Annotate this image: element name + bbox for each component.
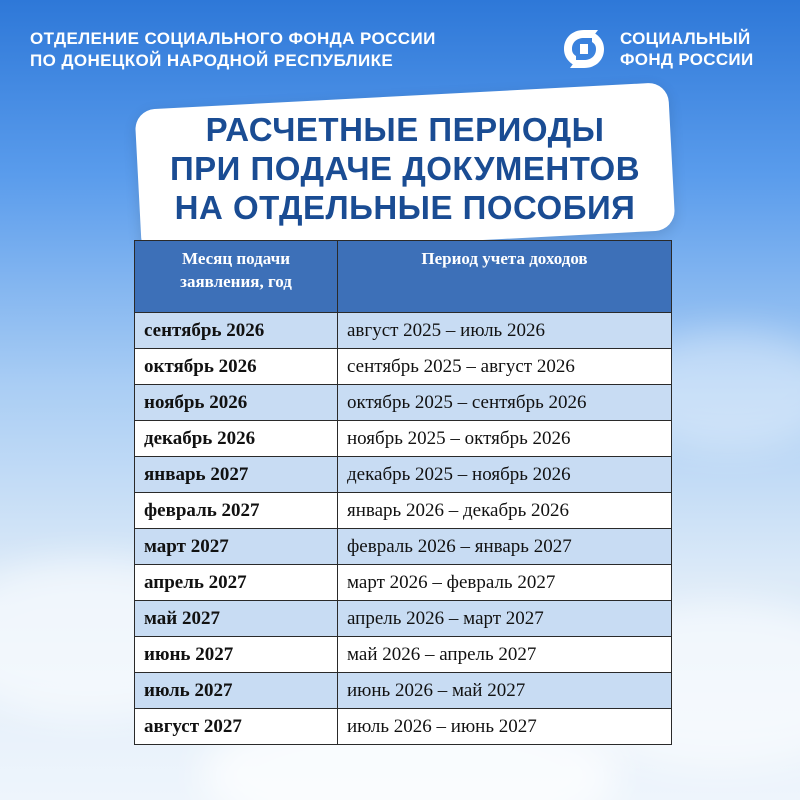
month-cell: декабрь 2026: [135, 421, 338, 457]
table-row: [135, 601, 672, 637]
column-header-period: Период учета доходов: [338, 241, 672, 313]
table-row: [135, 673, 672, 709]
month-cell: май 2027: [135, 601, 338, 637]
page-title: [120, 110, 690, 227]
logo-text-line1: СОЦИАЛЬНЫЙ: [620, 29, 751, 48]
month-cell: январь 2027: [135, 457, 338, 493]
month-cell: июль 2027: [135, 673, 338, 709]
column-header-month: [135, 241, 338, 313]
period-cell: сентябрь 2025 – август 2026: [338, 349, 672, 385]
periods-table: [134, 240, 672, 745]
column-header-month-line2: заявления, год: [180, 272, 292, 291]
page-title-line1: РАСЧЕТНЫЕ ПЕРИОДЫ: [205, 111, 605, 148]
month-cell: февраль 2027: [135, 493, 338, 529]
period-cell: июнь 2026 – май 2027: [338, 673, 672, 709]
table-row: [135, 385, 672, 421]
month-cell: март 2027: [135, 529, 338, 565]
sfr-logo-icon: [558, 26, 610, 72]
logo-text-line2: ФОНД РОССИИ: [620, 50, 754, 69]
period-cell: ноябрь 2025 – октябрь 2026: [338, 421, 672, 457]
table-row: [135, 709, 672, 745]
period-cell: февраль 2026 – январь 2027: [338, 529, 672, 565]
month-cell: июнь 2027: [135, 637, 338, 673]
table-header-row: [135, 241, 672, 313]
month-cell: октябрь 2026: [135, 349, 338, 385]
period-cell: август 2025 – июль 2026: [338, 313, 672, 349]
period-cell: март 2026 – февраль 2027: [338, 565, 672, 601]
period-cell: январь 2026 – декабрь 2026: [338, 493, 672, 529]
period-cell: апрель 2026 – март 2027: [338, 601, 672, 637]
sfr-logo: [558, 26, 753, 72]
column-header-month-line1: Месяц подачи: [182, 249, 290, 268]
page-title-line3: НА ОТДЕЛЬНЫЕ ПОСОБИЯ: [174, 189, 636, 226]
table-row: [135, 349, 672, 385]
table-row: [135, 565, 672, 601]
organization-name-line1: ОТДЕЛЕНИЕ СОЦИАЛЬНОГО ФОНДА РОССИИ: [30, 29, 436, 48]
table-row: [135, 637, 672, 673]
logo-text: [620, 28, 753, 70]
period-cell: октябрь 2025 – сентябрь 2026: [338, 385, 672, 421]
period-cell: декабрь 2025 – ноябрь 2026: [338, 457, 672, 493]
organization-name: [30, 28, 436, 72]
table-row: [135, 313, 672, 349]
page-title-line2: ПРИ ПОДАЧЕ ДОКУМЕНТОВ: [169, 150, 641, 187]
period-cell: май 2026 – апрель 2027: [338, 637, 672, 673]
table-row: [135, 493, 672, 529]
period-cell: июль 2026 – июнь 2027: [338, 709, 672, 745]
month-cell: апрель 2027: [135, 565, 338, 601]
table-row: [135, 529, 672, 565]
table-row: [135, 457, 672, 493]
table-body: [135, 313, 672, 745]
table-row: [135, 421, 672, 457]
month-cell: ноябрь 2026: [135, 385, 338, 421]
month-cell: август 2027: [135, 709, 338, 745]
month-cell: сентябрь 2026: [135, 313, 338, 349]
organization-name-line2: ПО ДОНЕЦКОЙ НАРОДНОЙ РЕСПУБЛИКЕ: [30, 51, 394, 70]
